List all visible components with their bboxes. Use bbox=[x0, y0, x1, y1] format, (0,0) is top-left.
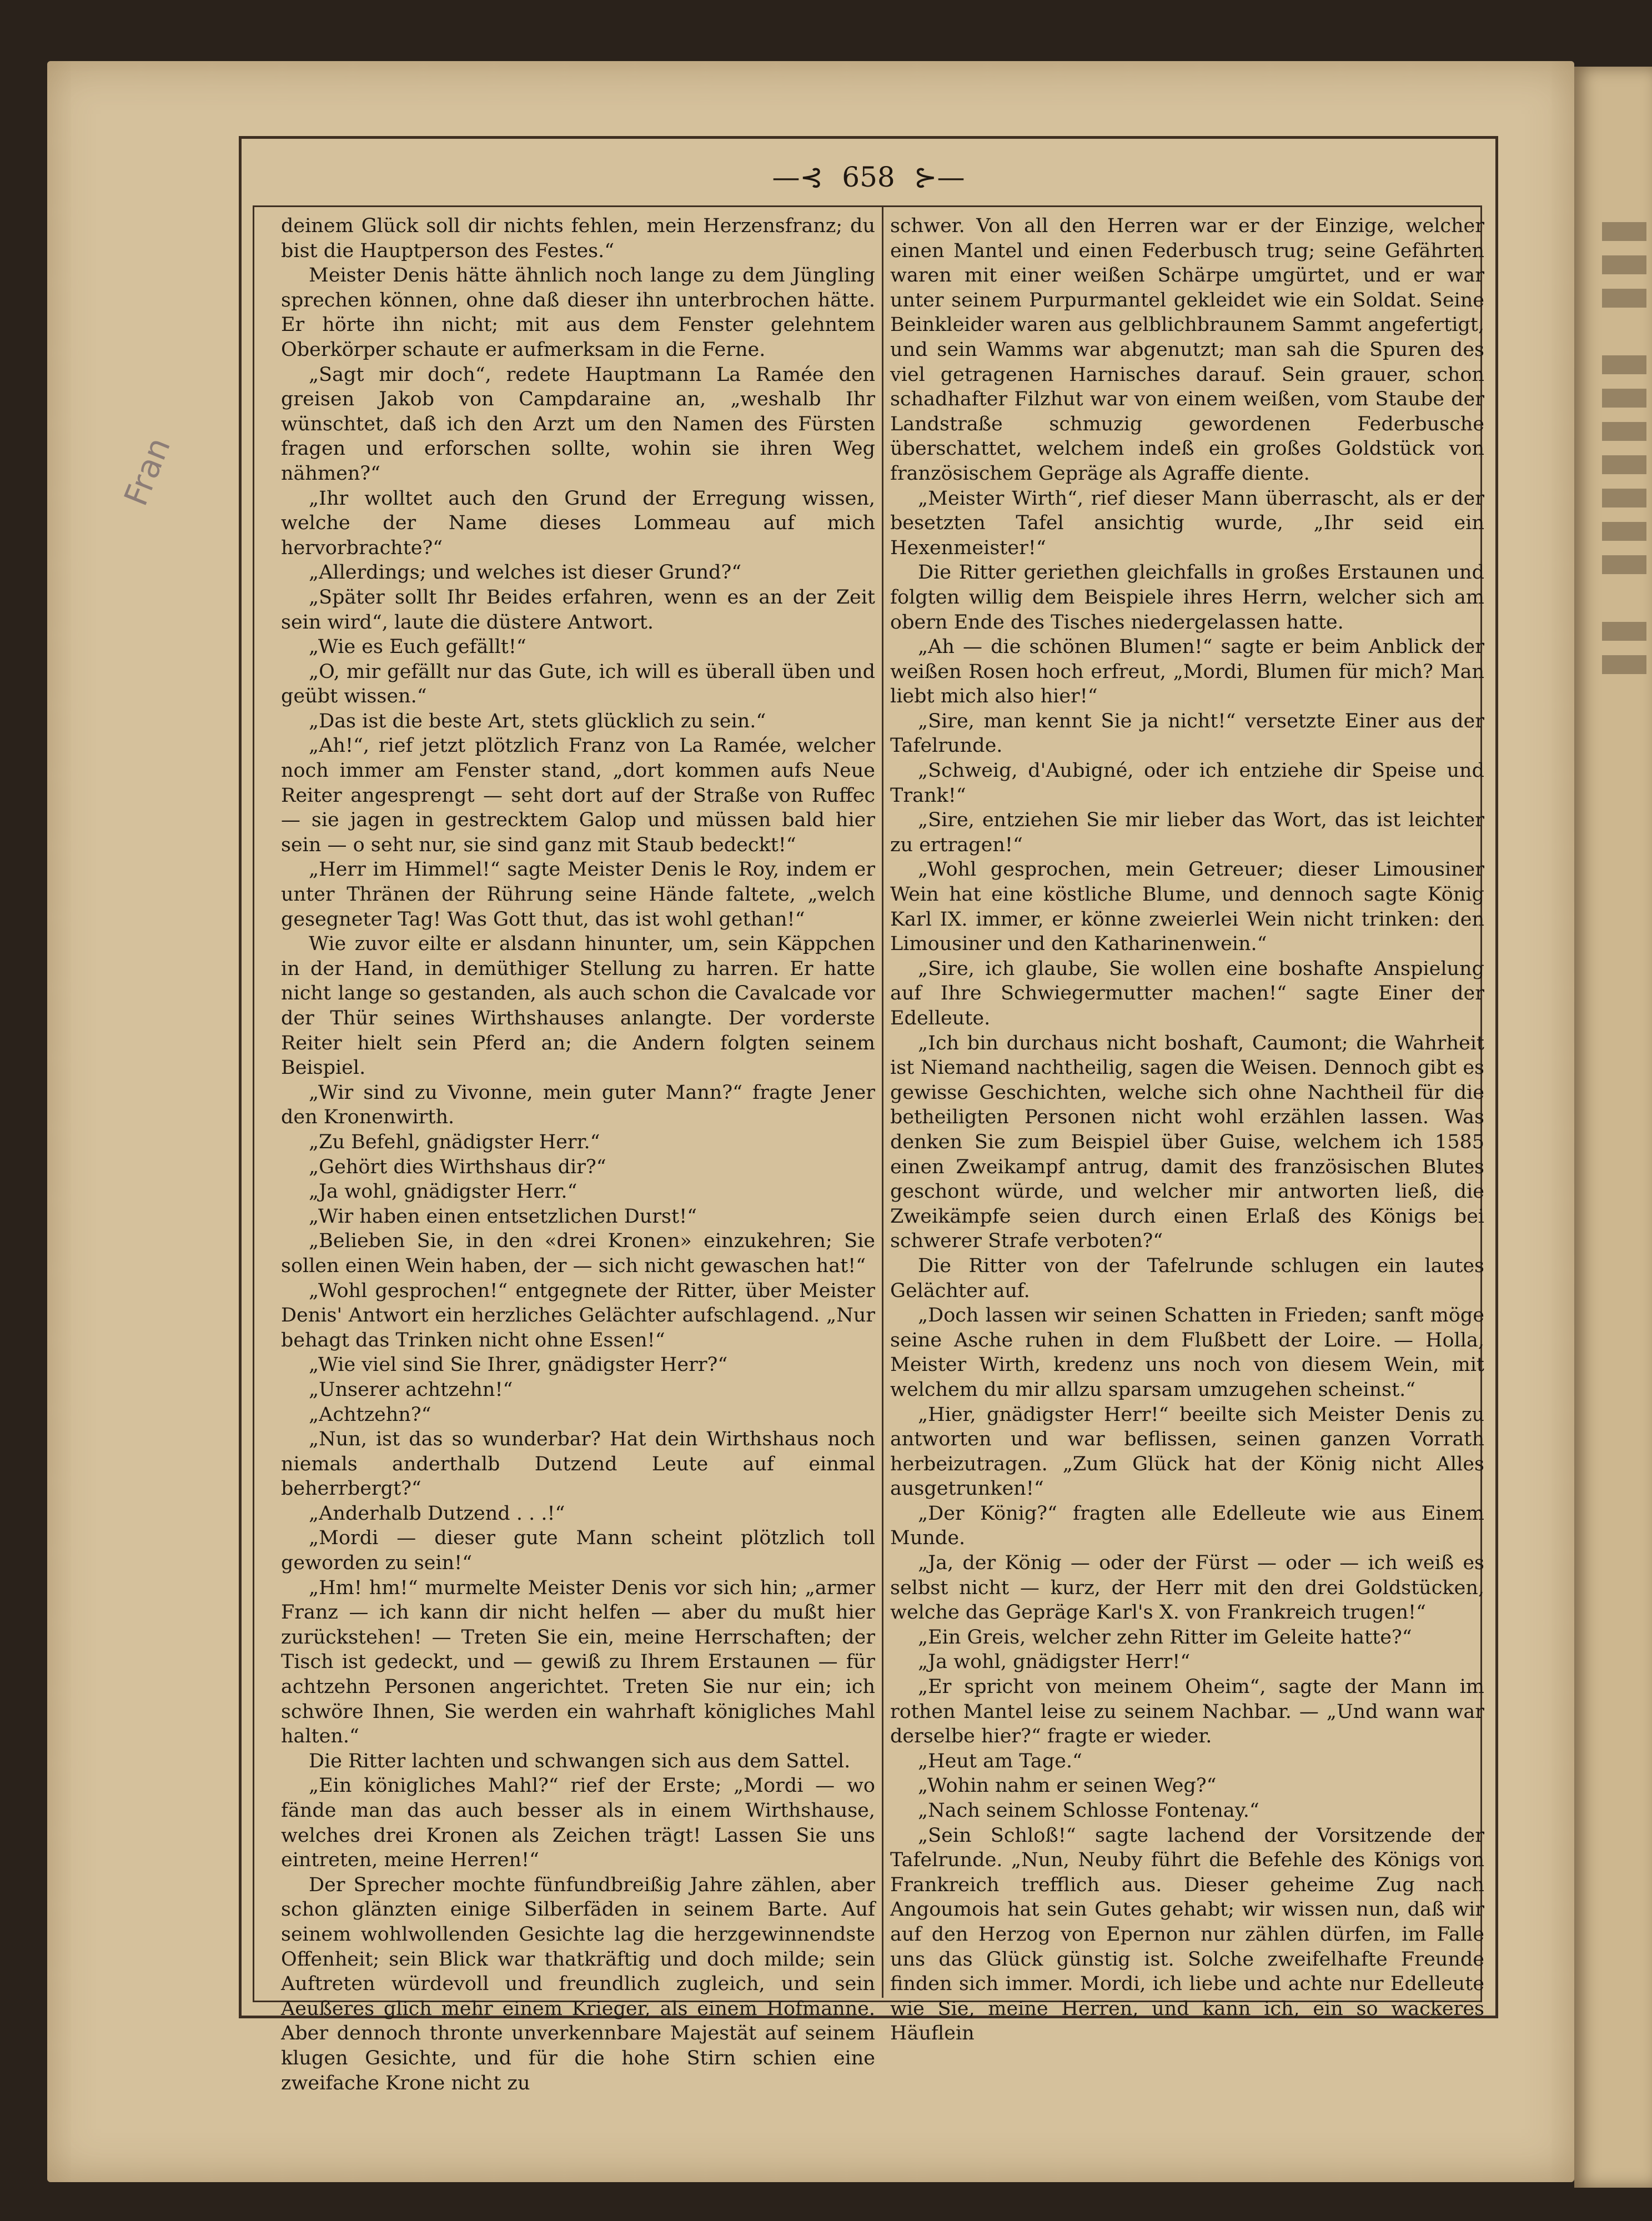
facing-page-text-fragment bbox=[1602, 455, 1646, 474]
facing-page-text-fragment bbox=[1602, 622, 1646, 641]
paragraph: „Ah!“, rief jetzt plötzlich Franz von La Ramée, welcher noch immer am Fenster stand, „dort kommen aufs Neue Reiter angesprengt — seht dort auf der Straße von Ruffec — sie jagen in gestrecktem Galop und müssen bald hier sein — o seht nur, sie sind ganz mit Staub bedeckt!“ bbox=[281, 735, 875, 856]
paragraph: „Sein Schloß!“ sagte lachend der Vorsitzende der Tafelrunde. „Nun, Neuby führt die Befehle des Königs von Frankreich trefflich aus. Dieser geheime Zug nach Angoumois hat sein Gutes gehabt; wir wissen nun, daß wir auf den Herzog von Epernon nur zählen dürfen, im Falle uns das Glück günstig ist. Solche zweifelhafte Freunde finden sich immer. Mordi, ich liebe und achte nur Edelleute wie Sie, meine Herren, und kann ich, ein so wackeres Häuflein bbox=[890, 1824, 1484, 2045]
paragraph: „Wie es Euch gefällt!“ bbox=[309, 636, 526, 659]
paragraph: „Wir haben einen entsetzlichen Durst!“ bbox=[309, 1205, 697, 1228]
paragraph: „Das ist die beste Art, stets glücklich zu sein.“ bbox=[309, 710, 766, 732]
paragraph: „Nach seinem Schlosse Fontenay.“ bbox=[918, 1800, 1259, 1822]
paragraph: „Ja wohl, gnädigster Herr!“ bbox=[918, 1651, 1191, 1674]
page-number: 658 bbox=[842, 161, 895, 193]
paragraph: „Unserer achtzehn!“ bbox=[309, 1378, 513, 1401]
paragraph: „Ein Greis, welcher zehn Ritter im Geleite hatte?“ bbox=[918, 1626, 1412, 1649]
paragraph: Meister Denis hätte ähnlich noch lange zu dem Jüngling sprechen können, ohne daß dieser ihn unterbrochen hätte. Er hörte ihn nicht; mit aus dem Fenster gelehntem Oberkörper schaute er aufmerksam in die Ferne. bbox=[281, 264, 875, 361]
facing-page-edge bbox=[1574, 67, 1652, 2188]
paragraph: „Heut am Tage.“ bbox=[918, 1750, 1082, 1772]
pencil-annotation: Fran bbox=[117, 432, 178, 511]
page-header bbox=[239, 161, 1498, 193]
paragraph: „Ihr wolltet auch den Grund der Erregung wissen, welche der Name dieses Lommeau auf mich hervorbrachte?“ bbox=[281, 487, 875, 559]
paragraph: „Wohin nahm er seinen Weg?“ bbox=[918, 1775, 1217, 1797]
paragraph: „Er spricht von meinem Oheim“, sagte der Mann im rothen Mantel leise zu seinem Nachbar. — „Und wann war derselbe hier?“ fragte er wieder. bbox=[890, 1676, 1484, 1748]
paragraph: „Gehört dies Wirthshaus dir?“ bbox=[309, 1155, 606, 1178]
paragraph: „Ah — die schönen Blumen!“ sagte er beim Anblick der weißen Rosen hoch erfreut, „Mordi, Blumen für mich? Man liebt mich also hier!“ bbox=[890, 636, 1484, 708]
paragraph: „Sire, ich glaube, Sie wollen eine boshafte Anspielung auf Ihre Schwiegermutter machen!“ sagte Einer der Edelleute. bbox=[890, 957, 1484, 1029]
paragraph: „Zu Befehl, gnädigster Herr.“ bbox=[309, 1130, 600, 1153]
facing-page-text-fragment bbox=[1602, 355, 1646, 374]
header-ornament-left: —⊰ bbox=[772, 161, 824, 193]
paragraph: Die Ritter von der Tafelrunde schlugen ein lautes Gelächter auf. bbox=[890, 1254, 1484, 1302]
paragraph: „Schweig, d'Aubigné, oder ich entziehe dir Speise und Trank!“ bbox=[890, 760, 1484, 807]
facing-page-text-fragment bbox=[1602, 522, 1646, 541]
paragraph: schwer. Von all den Herren war er der Einzige, welcher einen Mantel und einen Federbusch trug; seine Gefährten waren mit einer weißen Schärpe umgürtet, und er war unter seinem Purpurmantel gekleidet wie ein Soldat. Seine Beinkleider waren aus gelblichbraunem Sammt angefertigt, und sein Wamms war abgenutzt; man sah die Spuren des viel getragenen Harnisches darauf. Sein grauer, schon schadhafter Filzhut war von einem weißen, vom Staube der Landstraße schmuzig gewordenen Federbusche überschattet, welchem indeß ein großes Goldstück von französischem Gepräge als Agraffe diente. bbox=[890, 215, 1484, 485]
facing-page-text-fragment bbox=[1602, 222, 1646, 241]
column-divider bbox=[882, 207, 883, 1998]
facing-page-text-fragment bbox=[1602, 655, 1646, 674]
paragraph: „Wohl gesprochen!“ entgegnete der Ritter, über Meister Denis' Antwort ein herzliches Gelächter aufschlagend. „Nur behagt das Trinken nicht ohne Essen!“ bbox=[281, 1279, 875, 1351]
header-ornament-right: ⊱— bbox=[913, 161, 965, 193]
facing-page-text-fragment bbox=[1602, 289, 1646, 308]
paragraph: „Hm! hm!“ murmelte Meister Denis vor sich hin; „armer Franz — ich kann dir nicht helfen — aber du mußt hier zurückstehen! — Treten Sie ein, meine Herrschaften; der Tisch ist gedeckt, und — gewiß zu Ihrem Erstaunen — für achtzehn Personen angerichtet. Treten Sie nur ein; ich schwöre Ihnen, Sie werden ein wahrhaft königliches Mahl halten.“ bbox=[281, 1576, 875, 1748]
paragraph: Der Sprecher mochte fünfundbreißig Jahre zählen, aber schon glänzten einige Silberfäden in seinem Barte. Auf seinem wohlwollenden Gesichte lag die herzgewinnendste Offenheit; sein Blick war thatkräftig und doch milde; sein Auftreten würdevoll und freundlich zugleich, und sein Aeußeres glich mehr einem Krieger, als einem Hofmanne. Aber dennoch thronte unverkennbare Majestät auf seinem klugen Gesichte, und für die hohe Stirn schien eine zweifache Krone nicht zu bbox=[281, 1873, 875, 2094]
paragraph: „Sire, man kennt Sie ja nicht!“ versetzte Einer aus der Tafelrunde. bbox=[890, 710, 1484, 757]
paragraph: „Ja, der König — oder der Fürst — oder — ich weiß es selbst nicht — kurz, der Herr mit den drei Goldstücken, welche das Gepräge Karl's X. von Frankreich trugen!“ bbox=[890, 1552, 1484, 1624]
paragraph: „Ein königliches Mahl?“ rief der Erste; „Mordi — wo fände man das auch besser als in einem Wirthshause, welches drei Kronen als Zeichen trägt! Lassen Sie uns eintreten, meine Herren!“ bbox=[281, 1775, 875, 1872]
facing-page-text-fragment bbox=[1602, 422, 1646, 441]
paragraph: deinem Glück soll dir nichts fehlen, mein Herzensfranz; du bist die Hauptperson des Festes.“ bbox=[281, 215, 875, 262]
paragraph: „Belieben Sie, in den «drei Kronen» einzukehren; Sie sollen einen Wein haben, der — sich nicht gewaschen hat!“ bbox=[281, 1230, 875, 1277]
left-text-column bbox=[281, 214, 875, 2094]
paragraph: „Meister Wirth“, rief dieser Mann überrascht, als er der besetzten Tafel ansichtig wurde, „Ihr seid ein Hexenmeister!“ bbox=[890, 487, 1484, 559]
facing-page-text-fragment bbox=[1602, 255, 1646, 274]
paragraph: Die Ritter lachten und schwangen sich aus dem Sattel. bbox=[309, 1750, 851, 1772]
paragraph: „Hier, gnädigster Herr!“ beeilte sich Meister Denis zu antworten und war beflissen, seinen ganzen Vorrath herbeizutragen. „Zum Glück hat der König nicht Alles ausgetrunken!“ bbox=[890, 1403, 1484, 1500]
paragraph: „Später sollt Ihr Beides erfahren, wenn es an der Zeit sein wird“, laute die düstere Antwort. bbox=[281, 586, 875, 634]
right-text-column bbox=[890, 214, 1484, 2045]
paragraph: „Nun, ist das so wunderbar? Hat dein Wirthshaus noch niemals anderthalb Dutzend Leute auf einmal beherrbergt?“ bbox=[281, 1428, 875, 1500]
paragraph: „Herr im Himmel!“ sagte Meister Denis le Roy, indem er unter Thränen der Rührung seine Hände faltete, „welch gesegneter Tag! Was Gott thut, das ist wohl gethan!“ bbox=[281, 858, 875, 931]
paragraph: „Allerdings; und welches ist dieser Grund?“ bbox=[309, 561, 742, 584]
paragraph: „Achtzehn?“ bbox=[309, 1403, 431, 1426]
paragraph: „Ich bin durchaus nicht boshaft, Caumont; die Wahrheit ist Niemand nachtheilig, sagen die Weisen. Dennoch gibt es gewisse Geschichten, welche sich ohne Nachtheil für die betheiligten Personen nicht wohl erzählen lassen. Was denken Sie zum Beispiel über Guise, welchem ich 1585 einen Zweikampf antrug, damit des französischen Blutes geschont würde, und welcher mir antworten ließ, die Zweikämpfe seien durch einen Erlaß des Königs bei schwerer Strafe verboten?“ bbox=[890, 1032, 1484, 1253]
paragraph: „Anderhalb Dutzend . . .!“ bbox=[309, 1502, 565, 1525]
paragraph: „Wohl gesprochen, mein Getreuer; dieser Limousiner Wein hat eine köstliche Blume, und dennoch sagte König Karl IX. immer, er könne zweierlei Wein nicht trinken: den Limousiner und den Katharinenwein.“ bbox=[890, 858, 1484, 956]
paragraph: Die Ritter geriethen gleichfalls in großes Erstaunen und folgten willig dem Beispiele ihres Herrn, welcher sich am obern Ende des Tisches niedergelassen hatte. bbox=[890, 561, 1484, 634]
paragraph: „Sagt mir doch“, redete Hauptmann La Ramée den greisen Jakob von Campdaraine an, „weshalb Ihr wünschtet, daß ich den Arzt um den Namen des Fürsten fragen und erforschen sollte, wohin sie ihren Weg nähmen?“ bbox=[281, 363, 875, 485]
facing-page-text-fragment bbox=[1602, 489, 1646, 507]
paragraph: „Doch lassen wir seinen Schatten in Frieden; sanft möge seine Asche ruhen in dem Flußbett der Loire. — Holla, Meister Wirth, kredenz uns noch von diesem Wein, mit welchem du mir allzu sparsam umzugehen scheinst.“ bbox=[890, 1304, 1484, 1401]
paragraph: „Der König?“ fragten alle Edelleute wie aus Einem Munde. bbox=[890, 1502, 1484, 1550]
paragraph: „Ja wohl, gnädigster Herr.“ bbox=[309, 1180, 578, 1203]
paragraph: „Wie viel sind Sie Ihrer, gnädigster Herr?“ bbox=[309, 1354, 728, 1376]
paragraph: Wie zuvor eilte er alsdann hinunter, um, sein Käppchen in der Hand, in demüthiger Stellung zu harren. Er hatte nicht lange so gestanden, als auch schon die Cavalcade vor der Thür seines Wirthshauses anlangte. Der vorderste Reiter hielt sein Pferd an; die Andern folgten seinem Beispiel. bbox=[281, 933, 875, 1079]
paragraph: „Sire, entziehen Sie mir lieber das Wort, das ist leichter zu ertragen!“ bbox=[890, 809, 1484, 856]
facing-page-text-fragment bbox=[1602, 389, 1646, 408]
facing-page-text-fragment bbox=[1602, 555, 1646, 574]
paragraph: „Wir sind zu Vivonne, mein guter Mann?“ fragte Jener den Kronenwirth. bbox=[281, 1081, 875, 1129]
paragraph: „O, mir gefällt nur das Gute, ich will es überall üben und geübt wissen.“ bbox=[281, 660, 875, 708]
paragraph: „Mordi — dieser gute Mann scheint plötzlich toll geworden zu sein!“ bbox=[281, 1527, 875, 1575]
